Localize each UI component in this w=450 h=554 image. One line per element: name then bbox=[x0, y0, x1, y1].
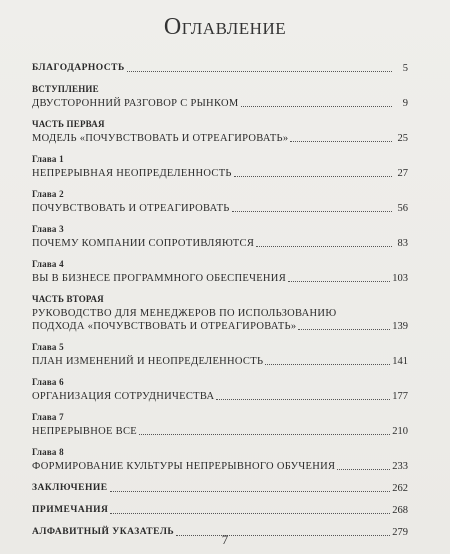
toc-entry-title: ОРГАНИЗАЦИЯ СОТРУДНИЧЕСТВА bbox=[32, 391, 215, 402]
toc-entry-title: НЕПРЕРЫВНОЕ ВСЕ bbox=[32, 426, 137, 437]
toc-entry-title: БЛАГОДАРНОСТЬ bbox=[32, 63, 125, 73]
toc-entry-page: 279 bbox=[392, 527, 408, 538]
toc-entry-page: 139 bbox=[392, 321, 408, 332]
toc-entry-title: ПЛАН ИЗМЕНЕНИЙ И НЕОПРЕДЕЛЕННОСТЬ bbox=[32, 356, 264, 367]
dot-leader bbox=[288, 280, 390, 282]
toc-entry bbox=[32, 342, 408, 368]
toc-entry-row bbox=[32, 62, 408, 75]
toc-entry-page: 103 bbox=[392, 273, 408, 284]
toc-entry-title: АЛФАВИТНЫЙ УКАЗАТЕЛЬ bbox=[32, 527, 175, 537]
toc-entry-page: 25 bbox=[397, 133, 408, 144]
toc-entry bbox=[32, 154, 408, 180]
toc-entry-title: ПОЧУВСТВОВАТЬ И ОТРЕАГИРОВАТЬ bbox=[32, 203, 230, 214]
toc-entry-row bbox=[32, 504, 408, 517]
dot-leader bbox=[337, 468, 390, 470]
toc-entry-page: 83 bbox=[397, 238, 408, 249]
toc-entry-label: Глава 6 bbox=[32, 377, 64, 387]
toc-entry-page: 56 bbox=[397, 203, 408, 214]
toc-entry-row bbox=[32, 132, 408, 145]
toc-entry-row bbox=[32, 237, 408, 250]
toc-entry-row bbox=[32, 390, 408, 403]
toc-entry bbox=[32, 259, 408, 285]
toc-entry-row bbox=[32, 460, 408, 473]
table-of-contents bbox=[32, 62, 408, 548]
toc-entry-row bbox=[32, 97, 408, 110]
dot-leader bbox=[256, 245, 392, 247]
toc-entry-page: 5 bbox=[402, 63, 408, 74]
dot-leader bbox=[216, 398, 390, 400]
toc-entry-row bbox=[32, 320, 408, 333]
dot-leader bbox=[139, 433, 390, 435]
toc-entry-row bbox=[32, 355, 408, 368]
toc-entry bbox=[32, 189, 408, 215]
toc-entry-label: Глава 5 bbox=[32, 342, 64, 352]
toc-entry-page: 262 bbox=[392, 483, 408, 494]
toc-entry bbox=[32, 482, 408, 495]
toc-entry-page: 233 bbox=[392, 461, 408, 472]
toc-entry bbox=[32, 224, 408, 250]
toc-entry bbox=[32, 119, 408, 145]
toc-entry-label: ВСТУПЛЕНИЕ bbox=[32, 84, 99, 94]
toc-entry bbox=[32, 377, 408, 403]
dot-leader bbox=[127, 70, 392, 72]
toc-entry-row bbox=[32, 272, 408, 285]
toc-entry-label: Глава 4 bbox=[32, 259, 64, 269]
toc-entry-page: 9 bbox=[402, 98, 408, 109]
toc-entry-title: ПОДХОДА «ПОЧУВСТВОВАТЬ И ОТРЕАГИРОВАТЬ» bbox=[32, 321, 297, 332]
toc-entry bbox=[32, 294, 408, 333]
toc-entry-title: МОДЕЛЬ «ПОЧУВСТВОВАТЬ И ОТРЕАГИРОВАТЬ» bbox=[32, 133, 289, 144]
page-title: Оглавление bbox=[163, 14, 287, 40]
toc-entry-row bbox=[32, 167, 408, 180]
dot-leader bbox=[265, 363, 390, 365]
dot-leader bbox=[234, 175, 392, 177]
toc-entry-row bbox=[32, 425, 408, 438]
toc-entry-page: 210 bbox=[392, 426, 408, 437]
toc-entry-title: ЗАКЛЮЧЕНИЕ bbox=[32, 483, 108, 493]
toc-entry-title: ФОРМИРОВАНИЕ КУЛЬТУРЫ НЕПРЕРЫВНОГО ОБУЧЕНИЯ bbox=[32, 461, 336, 472]
toc-entry bbox=[32, 447, 408, 473]
toc-entry bbox=[32, 504, 408, 517]
dot-leader bbox=[298, 328, 390, 330]
toc-entry-title: ПРИМЕЧАНИЯ bbox=[32, 505, 109, 515]
toc-entry-title: ДВУСТОРОННИЙ РАЗГОВОР С РЫНКОМ bbox=[32, 98, 239, 109]
toc-entry-title-line: РУКОВОДСТВО ДЛЯ МЕНЕДЖЕРОВ ПО ИСПОЛЬЗОВАНИЮ bbox=[32, 308, 337, 319]
toc-entry-title: НЕПРЕРЫВНАЯ НЕОПРЕДЕЛЕННОСТЬ bbox=[32, 168, 232, 179]
page-number: 7 bbox=[221, 532, 229, 547]
dot-leader bbox=[241, 105, 392, 107]
toc-entry-title: ПОЧЕМУ КОМПАНИИ СОПРОТИВЛЯЮТСЯ bbox=[32, 238, 255, 249]
dot-leader bbox=[110, 490, 391, 492]
toc-entry bbox=[32, 62, 408, 75]
toc-entry-page: 268 bbox=[392, 505, 408, 516]
dot-leader bbox=[290, 140, 392, 142]
dot-leader bbox=[232, 210, 392, 212]
toc-entry-title: ВЫ В БИЗНЕСЕ ПРОГРАММНОГО ОБЕСПЕЧЕНИЯ bbox=[32, 273, 286, 284]
toc-entry bbox=[32, 84, 408, 110]
toc-entry-label: ЧАСТЬ ВТОРАЯ bbox=[32, 294, 104, 304]
toc-entry bbox=[32, 412, 408, 438]
toc-entry-label: ЧАСТЬ ПЕРВАЯ bbox=[32, 119, 105, 129]
toc-entry-label: Глава 2 bbox=[32, 189, 64, 199]
toc-entry-page: 177 bbox=[392, 391, 408, 402]
toc-entry-page: 27 bbox=[397, 168, 408, 179]
toc-entry-label: Глава 3 bbox=[32, 224, 64, 234]
toc-entry-label: Глава 1 bbox=[32, 154, 64, 164]
toc-entry-row bbox=[32, 482, 408, 495]
toc-entry-label: Глава 8 bbox=[32, 447, 64, 457]
toc-entry-row bbox=[32, 202, 408, 215]
dot-leader bbox=[110, 512, 390, 514]
toc-entry-label: Глава 7 bbox=[32, 412, 64, 422]
toc-entry-page: 141 bbox=[392, 356, 408, 367]
